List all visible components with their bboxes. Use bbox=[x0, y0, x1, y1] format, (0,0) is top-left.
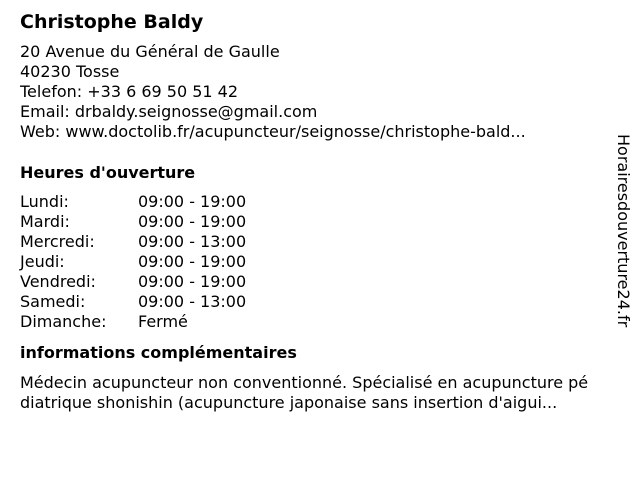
phone-number: Telefon: +33 6 69 50 51 42 bbox=[20, 82, 239, 101]
hours-row-tuesday bbox=[20, 212, 610, 232]
address-street: 20 Avenue du Général de Gaulle bbox=[20, 42, 280, 61]
business-name: Christophe Baldy bbox=[20, 11, 204, 33]
time-range: 09:00 - 19:00 bbox=[138, 252, 247, 271]
day-label: Jeudi: bbox=[20, 252, 65, 271]
opening-hours-title: Heures d'ouverture bbox=[20, 163, 196, 182]
additional-info-line-2: diatrique shonishin (acupuncture japonaise sans insertion d'aigui... bbox=[20, 393, 558, 412]
hours-row-sunday bbox=[20, 312, 610, 332]
website-link: Web: www.doctolib.fr/acupuncteur/seignosse/christophe-bald... bbox=[20, 122, 526, 141]
hours-row-saturday bbox=[20, 292, 610, 312]
additional-info-line-1: Médecin acupuncteur non conventionné. Spécialisé en acupuncture pé bbox=[20, 373, 589, 392]
day-label: Lundi: bbox=[20, 192, 69, 211]
day-label: Samedi: bbox=[20, 292, 86, 311]
time-range: 09:00 - 19:00 bbox=[138, 272, 247, 291]
email-address: Email: drbaldy.seignosse@gmail.com bbox=[20, 102, 318, 121]
day-label: Vendredi: bbox=[20, 272, 96, 291]
hours-row-wednesday bbox=[20, 232, 610, 252]
day-label: Mardi: bbox=[20, 212, 70, 231]
hours-row-friday bbox=[20, 272, 610, 292]
additional-info-title: informations complémentaires bbox=[20, 343, 297, 362]
day-label: Dimanche: bbox=[20, 312, 107, 331]
hours-row-thursday bbox=[20, 252, 610, 272]
brand-watermark: Horairesdouverture24.fr bbox=[614, 134, 633, 328]
time-range: 09:00 - 13:00 bbox=[138, 232, 247, 251]
time-range: 09:00 - 13:00 bbox=[138, 292, 247, 311]
opening-hours-table bbox=[20, 192, 610, 332]
hours-row-monday bbox=[20, 192, 610, 212]
time-range: Fermé bbox=[138, 312, 188, 331]
time-range: 09:00 - 19:00 bbox=[138, 192, 247, 211]
day-label: Mercredi: bbox=[20, 232, 95, 251]
address-city: 40230 Tosse bbox=[20, 62, 120, 81]
business-card bbox=[20, 8, 610, 413]
time-range: 09:00 - 19:00 bbox=[138, 212, 247, 231]
